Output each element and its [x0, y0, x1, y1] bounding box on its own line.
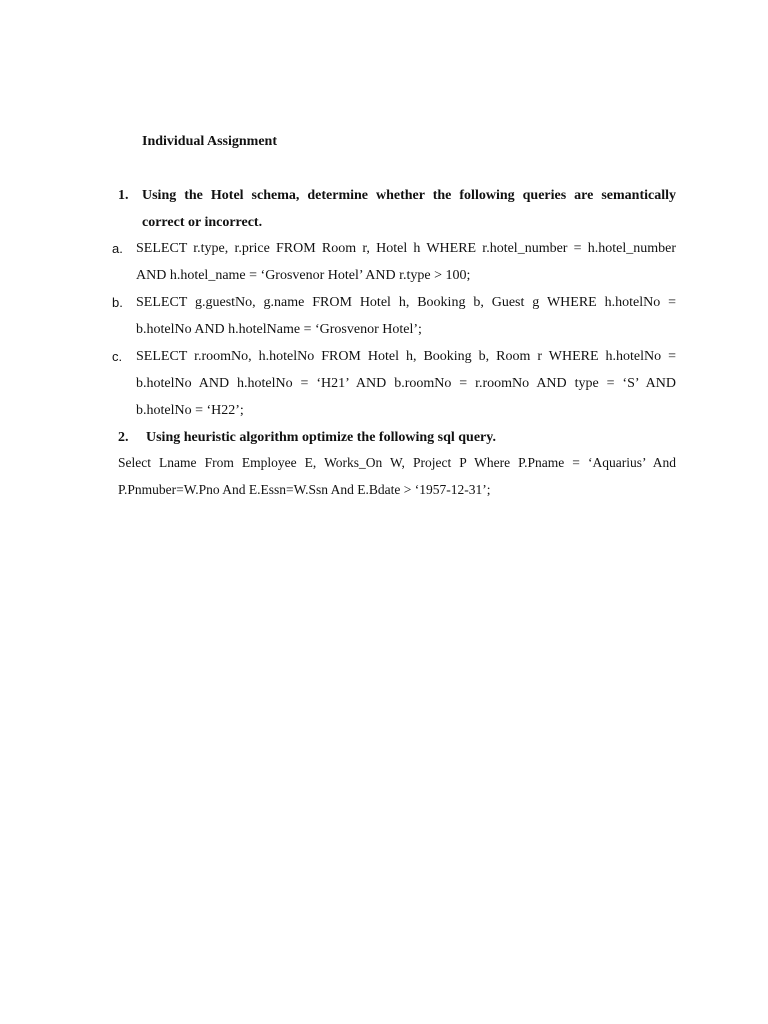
- question-1-number: 1.: [118, 188, 129, 203]
- item-letter: b.: [112, 295, 123, 310]
- question-2-text: Using heuristic algorithm optimize the following sql query.: [146, 430, 496, 445]
- question-2: [118, 424, 676, 451]
- item-query-text: SELECT g.guestNo, g.name FROM Hotel h, Booking b, Guest g WHERE h.hotelNo = b.hotelNo AND h.hotelName = ‘Grosvenor Hotel’;: [136, 295, 676, 337]
- item-query-text: SELECT r.roomNo, h.hotelNo FROM Hotel h, Booking b, Room r WHERE h.hotelNo = b.hotelNo AND h.hotelNo = ‘H21’ AND b.roomNo = r.roomNo AND type = ‘S’ AND b.hotelNo = ‘H22’;: [136, 349, 676, 418]
- question-1: [118, 182, 676, 236]
- question-1-items: [112, 235, 676, 424]
- list-item: [112, 289, 676, 343]
- question-2-number: 2.: [118, 430, 129, 445]
- list-item: [112, 343, 676, 424]
- item-query-text: SELECT r.type, r.price FROM Room r, Hotel h WHERE r.hotel_number = h.hotel_number AND h.hotel_name = ‘Grosvenor Hotel’ AND r.type > 100;: [136, 241, 676, 283]
- item-letter: a.: [112, 241, 123, 256]
- question-2-query: Select Lname From Employee E, Works_On W, Project P Where P.Pname = ‘Aquarius’ And P.Pnmuber=W.Pno And E.Essn=W.Ssn And E.Bdate > ‘1957-12-31’;: [118, 455, 676, 497]
- document-heading: Individual Assignment: [142, 134, 277, 149]
- item-letter: c.: [112, 349, 123, 364]
- list-item: [112, 235, 676, 289]
- question-1-text: Using the Hotel schema, determine whether the following queries are semantically correct or incorrect.: [142, 188, 676, 230]
